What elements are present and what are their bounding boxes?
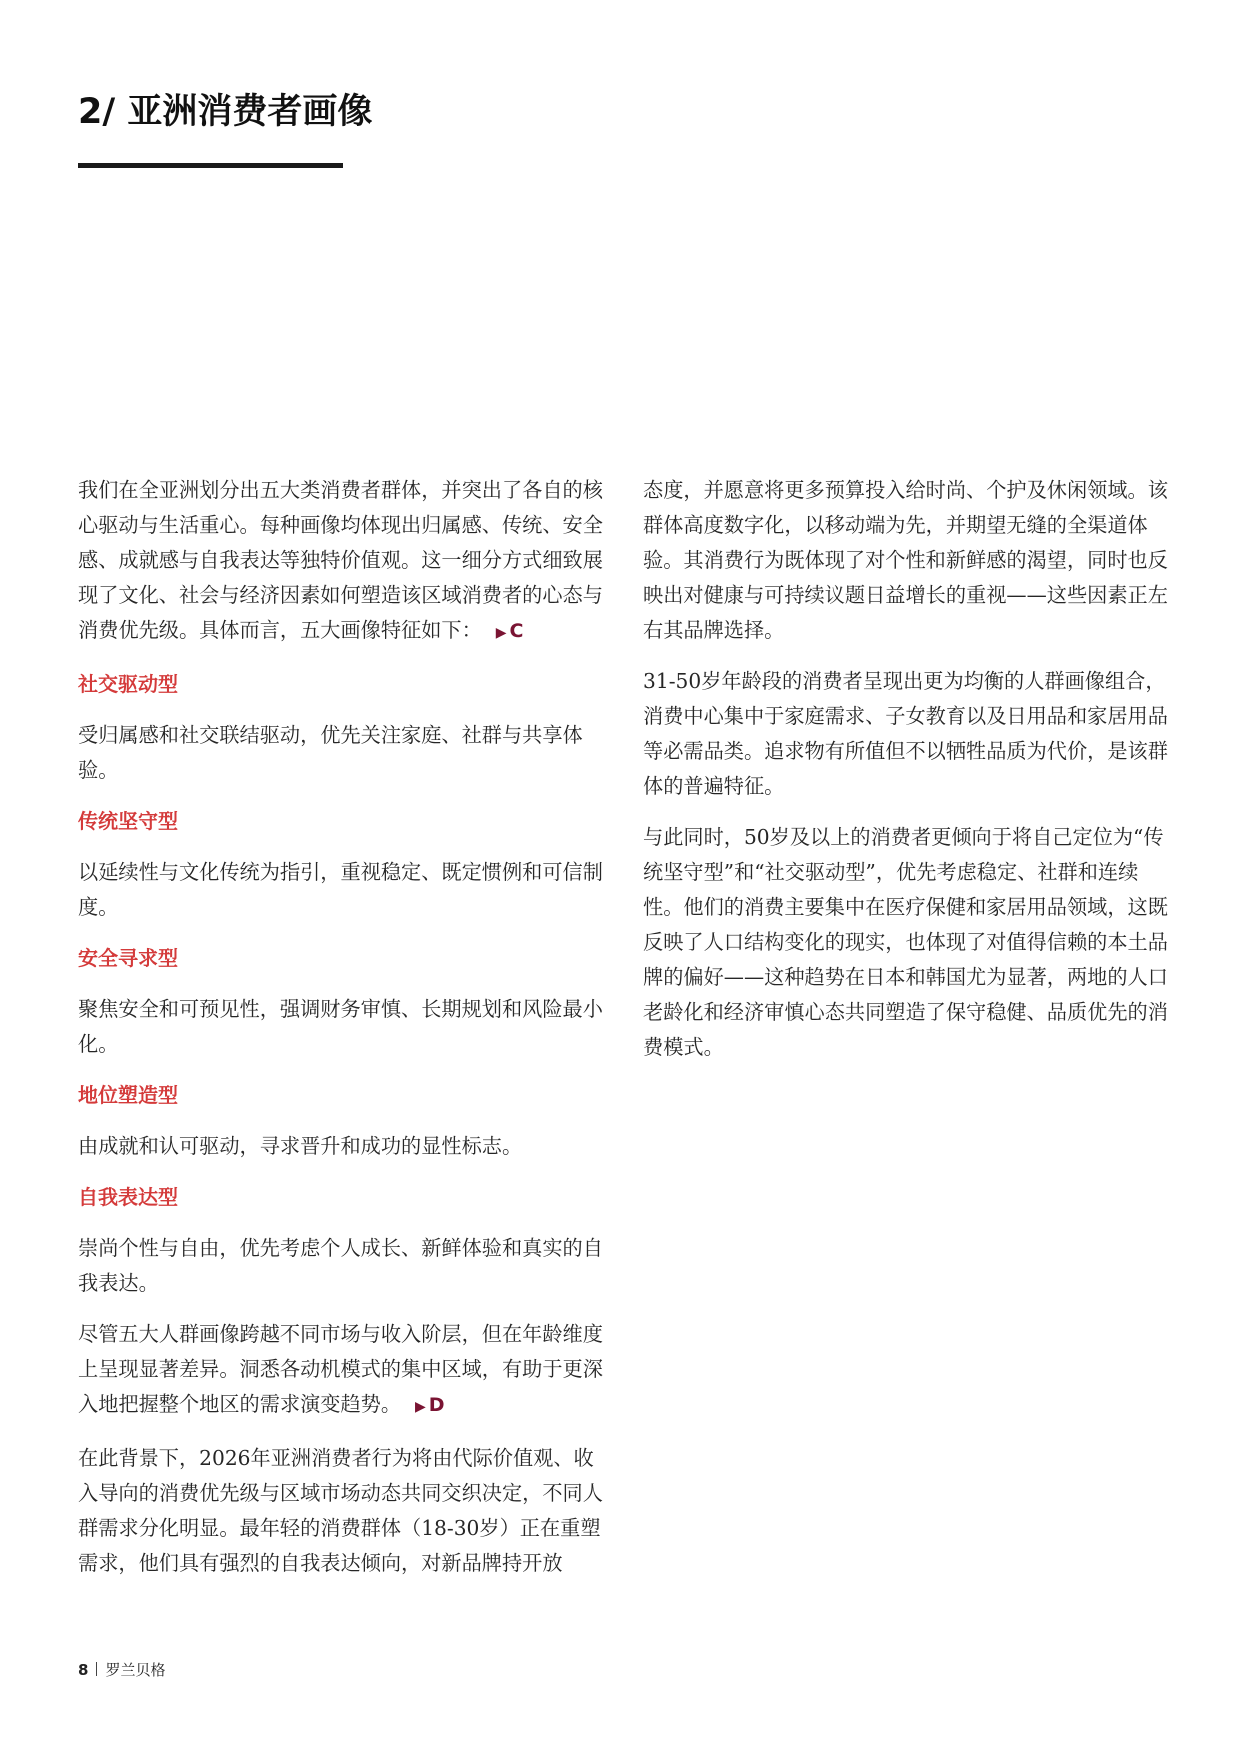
middle-age-paragraph: 31-50岁年龄段的消费者呈现出更为均衡的人群画像组合，消费中心集中于家庭需求、子女教育以及日用品和家居用品等必需品类。追求物有所值但不以牺牲品质为代价，是该群体的普遍特征。 [643, 669, 1168, 798]
right-column [643, 473, 1178, 1081]
page-number: 8 [78, 1661, 89, 1679]
persona-heading-security: 安全寻求型 [78, 946, 178, 970]
title-underline [78, 163, 343, 168]
page-footer [78, 1660, 165, 1680]
persona-desc-security: 聚焦安全和可预见性，强调财务审慎、长期规划和风险最小化。 [78, 997, 603, 1056]
persona-desc-status: 由成就和认可驱动，寻求晋升和成功的显性标志。 [78, 1134, 523, 1158]
intro-paragraph [78, 473, 613, 651]
persona-desc-social: 受归属感和社交联结驱动，优先关注家庭、社群与共享体验。 [78, 723, 583, 782]
context-paragraph: 在此背景下，2026年亚洲消费者行为将由代际价值观、收入导向的消费优先级与区域市场动态共同交织决定，不同人群需求分化明显。最年轻的消费群体（18-30岁）正在重塑需求，他们具有强烈的自我表达倾向，对新品牌持开放 [78, 1446, 603, 1575]
page-title: 2/ 亚洲消费者画像 [78, 92, 373, 132]
left-column [78, 473, 613, 1597]
persona-desc-expression: 崇尚个性与自由，优先考虑个人成长、新鲜体验和真实的自我表达。 [78, 1236, 603, 1295]
age-paragraph [78, 1317, 613, 1425]
figure-ref-c[interactable] [496, 614, 524, 651]
age-text: 尽管五大人群画像跨越不同市场与收入阶层，但在年龄维度上呈现显著差异。洞悉各动机模式的集中区域，有助于更深入地把握整个地区的需求演变趋势。 [78, 1322, 603, 1416]
persona-heading-social: 社交驱动型 [78, 672, 178, 696]
persona-heading-expression: 自我表达型 [78, 1185, 178, 1209]
figure-ref-label: C [509, 620, 524, 642]
persona-desc-tradition: 以延续性与文化传统为指引，重视稳定、既定惯例和可信制度。 [78, 860, 603, 919]
triangle-right-icon: ▶ [415, 1399, 426, 1415]
persona-heading-status: 地位塑造型 [78, 1083, 178, 1107]
senior-paragraph: 与此同时，50岁及以上的消费者更倾向于将自己定位为“传统坚守型”和“社交驱动型”，优先考虑稳定、社群和连续性。他们的消费主要集中在医疗保健和家居用品领域，这既反映了人口结构变化的现实，也体现了对值得信赖的本土品牌的偏好——这种趋势在日本和韩国尤为显著，两地的人口老龄化和经济审慎心态共同塑造了保守稳健、品质优先的消费模式。 [643, 825, 1168, 1059]
persona-heading-tradition: 传统坚守型 [78, 809, 178, 833]
intro-text: 我们在全亚洲划分出五大类消费者群体，并突出了各自的核心驱动与生活重心。每种画像均体现出归属感、传统、安全感、成就感与自我表达等独特价值观。这一细分方式细致展现了文化、社会与经济因素如何塑造该区域消费者的心态与消费优先级。具体而言，五大画像特征如下： [78, 478, 603, 642]
young-consumers-paragraph: 态度，并愿意将更多预算投入给时尚、个护及休闲领域。该群体高度数字化，以移动端为先，并期望无缝的全渠道体验。其消费行为既体现了对个性和新鲜感的渴望，同时也反映出对健康与可持续议题日益增长的重视——这些因素正左右其品牌选择。 [643, 478, 1168, 642]
brand-name: 罗兰贝格 [105, 1661, 166, 1679]
figure-ref-d[interactable] [415, 1388, 445, 1425]
footer-divider [96, 1662, 97, 1676]
figure-ref-label: D [428, 1394, 445, 1416]
triangle-right-icon: ▶ [495, 625, 507, 641]
